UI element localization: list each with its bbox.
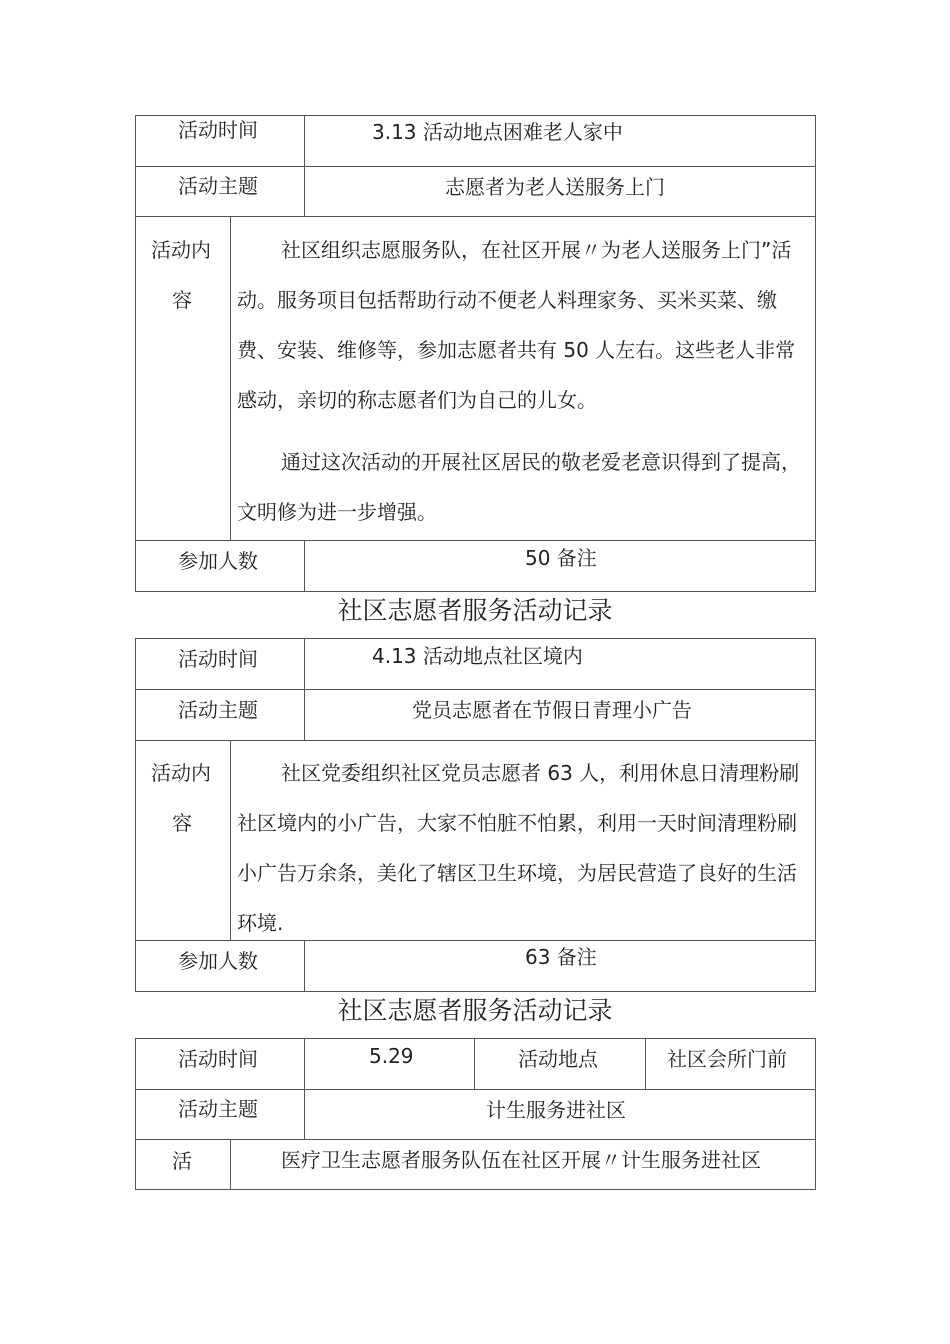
- table-border: [135, 1038, 816, 1039]
- section-heading: 社区志愿者服务活动记录: [337, 596, 613, 625]
- count-label: 参加人数: [178, 549, 258, 573]
- place-label: 活动地点: [518, 1047, 598, 1071]
- time-label: 活动时间: [178, 1047, 258, 1071]
- place-value: 社区会所门前: [667, 1047, 787, 1071]
- table-border: [135, 1089, 816, 1090]
- table-border: [230, 216, 231, 541]
- content-paragraph: 社区党委组织社区党员志愿者 63 人，利用休息日清理粉刷社区境内的小广告，大家不怕脏不怕累，利用一天时间清理粉刷小广告万余条，美化了辖区卫生环境，为居民营造了良好的生活环境.: [237, 761, 800, 935]
- section-heading: 社区志愿者服务活动记录: [337, 996, 613, 1025]
- table-border: [135, 1139, 816, 1140]
- table-border: [135, 216, 816, 217]
- theme-value: 计生服务进社区: [486, 1098, 626, 1122]
- table-border: [135, 740, 816, 741]
- count-value: 50 备注: [525, 546, 597, 570]
- table-border: [304, 540, 305, 592]
- theme-label: 活动主题: [178, 698, 258, 722]
- table-border: [135, 115, 136, 592]
- table-border: [304, 1038, 305, 1140]
- table-border: [474, 1038, 475, 1090]
- time-value: 5.29: [369, 1044, 414, 1068]
- content-label: 活: [172, 1149, 192, 1173]
- content-paragraph: 通过这次活动的开展社区居民的敬老爱老意识得到了提高，文明修为进一步增强。: [237, 450, 801, 524]
- table-border: [135, 689, 816, 690]
- content-label: 容: [172, 811, 192, 835]
- table-border: [135, 115, 816, 116]
- count-value: 63 备注: [525, 945, 597, 969]
- theme-label: 活动主题: [178, 174, 258, 198]
- table-border: [135, 540, 816, 541]
- theme-value: 志愿者为老人送服务上门: [445, 175, 665, 199]
- time-label: 活动时间: [178, 118, 258, 142]
- table-border: [230, 740, 231, 941]
- content-label: 活动内: [151, 238, 211, 262]
- table-border: [304, 115, 305, 217]
- theme-value: 党员志愿者在节假日青理小广告: [412, 698, 692, 722]
- count-label: 参加人数: [178, 949, 258, 973]
- content-label: 活动内: [151, 761, 211, 785]
- time-value: 3.13 活动地点困难老人家中: [372, 120, 623, 144]
- content-paragraph: 社区组织志愿服务队，在社区开展〃为老人送服务上门”活动。服务项目包括帮助行动不便老人料理家务、买米买菜、缴费、安装、维修等，参加志愿者共有 50 人左右。这些老人非常感动，亲切的称志愿者们为自己的儿女。: [237, 238, 796, 412]
- table-border: [645, 1038, 646, 1090]
- table-border: [135, 166, 816, 167]
- content-label: 容: [172, 288, 192, 312]
- table-border: [815, 1038, 816, 1190]
- table-border: [135, 1038, 136, 1190]
- table-border: [815, 638, 816, 992]
- time-label: 活动时间: [178, 647, 258, 671]
- table-border: [815, 115, 816, 592]
- content-paragraph: 医疗卫生志愿者服务队伍在社区开展〃计生服务进社区: [281, 1148, 761, 1172]
- table-border: [135, 638, 136, 992]
- table-border: [135, 1189, 816, 1190]
- time-value: 4.13 活动地点社区境内: [372, 644, 583, 668]
- theme-label: 活动主题: [178, 1097, 258, 1121]
- table-border: [230, 1139, 231, 1190]
- table-border: [304, 638, 305, 741]
- table-border: [135, 638, 816, 639]
